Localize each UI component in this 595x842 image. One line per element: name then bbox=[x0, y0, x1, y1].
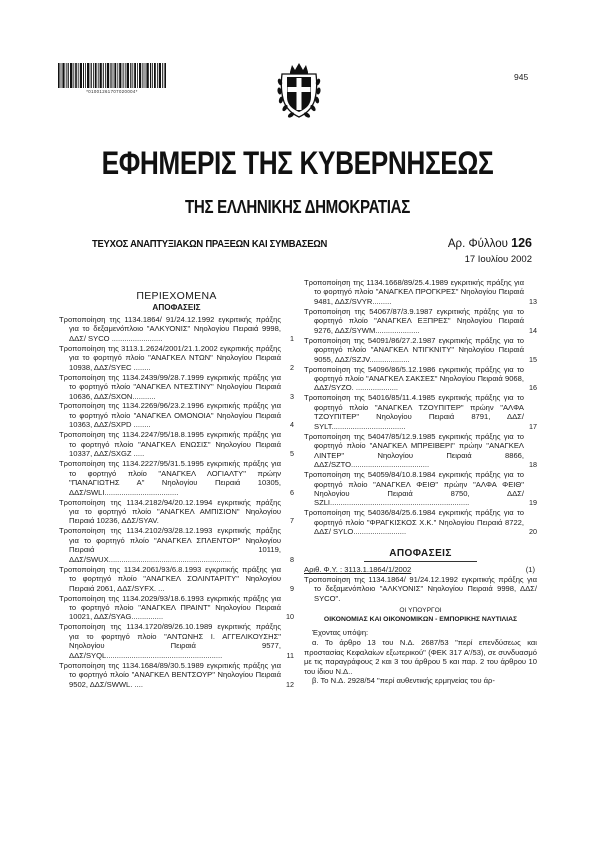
barcode-caption: *01001261707020004* bbox=[86, 89, 138, 94]
contents-entry bbox=[304, 336, 537, 364]
contents-entry-text: Τροποποίηση της 3113.1.2624/2001/21.1.2002 εγκριτικής πράξης για το φορτηγό πλοίο "ΑΝΑΓΚΕΛ ΝΤΩΝ" Νηολογίου Πειραιά 10938, ΔΔΣ/SYEC ........ bbox=[59, 343, 281, 372]
contents-entry-page: 11 bbox=[286, 650, 294, 660]
paragraph-a: α. Το άρθρο 13 του Ν.Δ. 2687/53 "περί επενδύσεως και προστασίας Κεφαλαίων εξωτερικού" (ΦΕΚ 317 Α'/53), σε συνδυασμό με τις παραγράφους 2 και 3 του άρθρου 5 και παρ. 2 του άρθρου 10 του ίδιου Ν.Δ.. bbox=[304, 638, 537, 676]
having-considered-label: Έχοντας υπόψη: bbox=[312, 627, 369, 637]
contents-entry-text: Τροποποίηση της 54036/84/25.6.1984 εγκριτικής πράξης για το φορτηγό πλοίο "ΦΡΑΓΚΙΣΚΟΣ Χ.Κ." Νηολογίου Πειραιά 8722, ΔΔΣ/ SYLO......................... bbox=[304, 508, 524, 537]
contents-entry bbox=[59, 565, 294, 593]
contents-entry-text: Τροποποίηση της 1134.1684/89/30.5.1989 εγκριτικής πράξης για το φορτηγό πλοίο "ΑΝΑΓΚΕΛ ΒΕΝΤΣΟΥΡ" Νηολογίου Πειραιά 9502, ΔΔΣ/SWWL. .... bbox=[59, 660, 281, 689]
contents-entry bbox=[59, 373, 294, 401]
decisions-heading: ΑΠΟΦΑΣΕΙΣ bbox=[389, 547, 452, 559]
contents-entry bbox=[59, 498, 294, 526]
contents-entry bbox=[59, 344, 294, 372]
contents-entry-page: 15 bbox=[529, 354, 537, 364]
issue-number-value: 126 bbox=[511, 236, 532, 250]
decisions-divider bbox=[364, 561, 477, 562]
contents-entry-text: Τροποποίηση της 54047/85/12.9.1985 εγκριτικής πράξης για το φορτηγό πλοίο "ΑΝΑΓΚΕΛ ΜΠΡΕΙΒΕΡΙ" πρώην "ΑΝΑΓΚΕΛ ΛΙΝΤΕΡ" Νηολογίου Πειραιά 8866, ΔΔΣ/SZTO..................................... bbox=[304, 431, 524, 470]
gazette-title: ΕΦΗΜΕΡΙΣ ΤΗΣ ΚΥΒΕΡΝΗΣΕΩΣ bbox=[101, 145, 494, 181]
contents-entry-text: Τροποποίηση της 1134.2247/95/18.8.1995 εγκριτικής πράξης για το φορτηγό πλοίο "ΑΝΑΓΚΕΛ ΕΝΩΣΙΣ" Νηολογίου Πειραιά 10337, ΔΔΣ/SXGZ ..... bbox=[59, 430, 281, 459]
contents-entry-text: Τροποποίηση της 1134.2029/93/18.6.1993 εγκριτικής πράξης για το φορτηγό πλοίο "ΑΝΑΓΚΕΛ ΠΡΑΙΝΤ" Νηολογίου Πειραιά 10021, ΔΔΣ/SYAG............... bbox=[59, 593, 281, 622]
gazette-subtitle: ΤΗΣ ΕΛΛΗΝΙΚΗΣ ΔΗΜΟΚΡΑΤΙΑΣ bbox=[184, 197, 410, 217]
contents-entry-text: Τροποποίηση της 1134.2439/99/28.7.1999 εγκριτικής πράξης για το φορτηγό πλοίο "ΑΝΑΓΚΕΛ ΝΤΕΣΤΙΝΥ" Νηολογίου Πειραιά 10636, ΔΔΣ/SXON........... bbox=[59, 372, 281, 401]
issue-series: ΤΕΥΧΟΣ ΑΝΑΠΤΥΞΙΑΚΩΝ ΠΡΑΞΕΩΝ ΚΑΙ ΣΥΜΒΑΣΕΩΝ bbox=[92, 238, 328, 250]
contents-entry-text: Τροποποίηση της 1134.1668/89/25.4.1989 εγκριτικής πράξης για το φορτηγό πλοίο "ΑΝΑΓΚΕΛ ΠΡΟΓΚΡΕΣ" Νηολογίου Πειραιά 9481, ΔΔΣ/SVYR......... bbox=[304, 278, 524, 306]
contents-entry-text: Τροποποίηση της 1134.1720/89/26.10.1989 εγκριτικής πράξης για το φορτηγό πλοίο "ΑΝΤΩΝΗΣ Ι. ΑΓΓΕΛΙΚΟΥΣΗΣ" Νηολογίου Πειραιά 9577, ΔΔΣ/SYQL....................................................... bbox=[59, 622, 281, 660]
contents-entry-text: Τροποποίηση της 1134.2269/96/23.2.1996 εγκριτικής πράξης για το φορτηγό πλοίο "ΑΝΑΓΚΕΛ ΟΜΟΝΟΙΑ" Νηολογίου Πειραιά 10363, ΔΔΣ/SXPD ........ bbox=[59, 401, 281, 430]
contents-heading: ΠΕΡΙΕΧΟΜΕΝΑ bbox=[136, 290, 217, 302]
contents-entry-page: 20 bbox=[529, 527, 537, 537]
contents-column-right bbox=[304, 278, 537, 686]
decision-reference bbox=[304, 565, 537, 574]
issue-label: Αρ. Φύλλου bbox=[447, 238, 508, 250]
contents-entry-page: 16 bbox=[529, 383, 537, 393]
contents-entry-page: 18 bbox=[529, 460, 537, 470]
greek-coat-of-arms-icon bbox=[276, 60, 322, 124]
decision-reference-number: Αριθ. Φ.Υ. : 3113.1.1864/1/2002 bbox=[304, 565, 412, 575]
ministries-label: ΟΙΚΟΝΟΜΙΑΣ ΚΑΙ ΟΙΚΟΝΟΜΙΚΩΝ - ΕΜΠΟΡΙΚΗΣ ΝΑΥΤΙΛΙΑΣ bbox=[323, 616, 518, 624]
issue-number bbox=[448, 236, 532, 250]
contents-entry-page: 4 bbox=[290, 420, 294, 430]
contents-entry-page: 3 bbox=[290, 391, 294, 401]
contents-entry-page: 7 bbox=[290, 516, 294, 526]
decision-subject: Τροποποίηση της 1134.1864/ 91/24.12.1992 εγκριτικής πράξης για το δεξαμενόπλοιο "ΑΛΚΥΟΝΙΣ" Νηολογίου Πειραιά 9998, ΔΔΣ/ SYCO". bbox=[304, 574, 537, 603]
contents-entry-text: Τροποποίηση της 54096/86/5.12.1986 εγκριτικής πράξης για το φορτηγό πλοίο "ΑΝΑΓΚΕΛ ΣΑΚΣΕΣ" Νηολογίου Πειραιά 9068, ΔΔΣ/SYZO. .................... bbox=[304, 364, 524, 393]
contents-entry-page: 10 bbox=[286, 612, 294, 622]
paragraph-b: β. Το Ν.Δ. 2928/54 "περί αυθεντικής ερμηνείας του άρ- bbox=[312, 676, 495, 686]
contents-entry bbox=[304, 365, 537, 393]
contents-entry-page: 14 bbox=[529, 325, 537, 335]
contents-entry bbox=[304, 278, 537, 306]
contents-entry bbox=[59, 594, 294, 622]
contents-entry bbox=[304, 432, 537, 470]
decision-reference-index: (1) bbox=[525, 565, 535, 575]
contents-entry bbox=[59, 526, 294, 564]
contents-list-left bbox=[59, 315, 294, 689]
page-number: 945 bbox=[514, 72, 529, 82]
contents-entry-text: Τροποποίηση της 54067/87/3.9.1987 εγκριτικής πράξης για το φορτηγό πλοίο "ΑΝΑΓΚΕΛ ΕΞΠΡΕΣ" Νηολογίου Πειραιά 9276, ΔΔΣ/SYWM..................... bbox=[304, 306, 524, 335]
contents-entry-page: 19 bbox=[529, 498, 537, 508]
contents-entry-text: Τροποποίηση της 1134.2182/94/20.12.1994 εγκριτικής πράξης για το φορτηγό πλοίο "ΑΝΑΓΚΕΛ ΑΜΠΙΣΙΟΝ" Νηολογίου Πειραιά 10236, ΔΔΣ/SYAV. bbox=[59, 497, 281, 526]
contents-entry-page: 12 bbox=[286, 679, 294, 689]
contents-entry bbox=[304, 508, 537, 536]
barcode-icon bbox=[58, 63, 166, 88]
issue-date: 17 Ιουλίου 2002 bbox=[464, 254, 532, 265]
contents-entry-page: 2 bbox=[290, 362, 294, 372]
contents-entry-text: Τροποποίηση της 1134.1864/ 91/24.12.1992 εγκριτικής πράξης για το δεξαμενόπλοιο "ΑΛΚΥΟΝΙΣ" Νηολογίου Πειραιά 9998, ΔΔΣ/ SYCO ........................ bbox=[59, 314, 281, 343]
contents-entry bbox=[59, 430, 294, 458]
contents-list-right bbox=[304, 278, 537, 537]
contents-entry-page: 13 bbox=[529, 296, 537, 306]
contents-entry bbox=[59, 661, 294, 689]
contents-entry-text: Τροποποίηση της 1134.2102/93/28.12.1993 εγκριτικής πράξης για το φορτηγό πλοίο "ΑΝΑΓΚΕΛ ΣΠΛΕΝΤΟΡ" Νηολογίου Πειραιά 10119, ΔΔΣ/SWUX.......................................................... bbox=[59, 526, 281, 564]
contents-entry-text: Τροποποίηση της 1134.2227/95/31.5.1995 εγκριτικής πράξης για το φορτηγό πλοίο "ΑΝΑΓΚΕΛ ΛΟΓΙΑΛΤΥ" πρώην "ΠΑΝΑΓΙΩΤΗΣ Α" Νηολογίου Πειραιά 10305, ΔΔΣ/SWLI................................... bbox=[59, 459, 281, 497]
contents-entry bbox=[59, 401, 294, 429]
contents-entry-page: 5 bbox=[290, 449, 294, 459]
contents-entry bbox=[59, 622, 294, 660]
contents-entry bbox=[59, 459, 294, 497]
contents-entry-text: Τροποποίηση της 54059/84/10.8.1984 εγκριτικής πράξης για το φορτηγό πλοίο "ΑΝΑΓΚΕΛ ΦΕΙΘ" πρώην "ΑΛΦΑ ΦΕΙΘ" Νηολογίου Πειραιά 8750, ΔΔΣ/ SZLI.................................................................. bbox=[304, 470, 524, 508]
contents-entry bbox=[304, 393, 537, 431]
ministers-label: ΟΙ ΥΠΟΥΡΓΟΙ bbox=[399, 607, 442, 614]
contents-entry-page: 17 bbox=[529, 421, 537, 431]
contents-entry bbox=[304, 307, 537, 335]
contents-entry-page: 6 bbox=[290, 487, 294, 497]
contents-entry bbox=[59, 315, 294, 343]
contents-entry-page: 8 bbox=[290, 554, 294, 564]
contents-entry-page: 9 bbox=[290, 583, 294, 593]
contents-entry-text: Τροποποίηση της 1134.2061/93/6.8.1993 εγκριτικής πράξης για το φορτηγό πλοίο "ΑΝΑΓΚΕΛ ΣΟΛΙΝΤΑΡΙΤΥ" Νηολογίου Πειραιά 2061, ΔΔΣ/SYFX. ... bbox=[59, 564, 281, 593]
contents-entry bbox=[304, 470, 537, 508]
contents-entry-page: 1 bbox=[290, 333, 294, 343]
contents-entry-text: Τροποποίηση της 54091/86/27.2.1987 εγκριτικής πράξης για το φορτηγό πλοίο "ΑΝΑΓΚΕΛ ΝΤΙΓΚΝΙΤΥ" Νηολογίου Πειραιά 9055, ΔΔΣ/SZJV................... bbox=[304, 335, 524, 364]
contents-column-left bbox=[59, 278, 294, 690]
contents-entry-text: Τροποποίηση της 54016/85/11.4.1985 εγκριτικής πράξης για το φορτηγό πλοίο "ΑΝΑΓΚΕΛ ΤΖΟΥΠΙΤΕΡ" πρώην "ΑΛΦΑ ΤΖΟΥΠΙΤΕΡ" Νηολογίου Πειραιά 8791, ΔΔΣ/ SYLT................................... bbox=[304, 393, 524, 431]
contents-subheading: ΑΠΟΦΑΣΕΙΣ bbox=[152, 303, 201, 313]
